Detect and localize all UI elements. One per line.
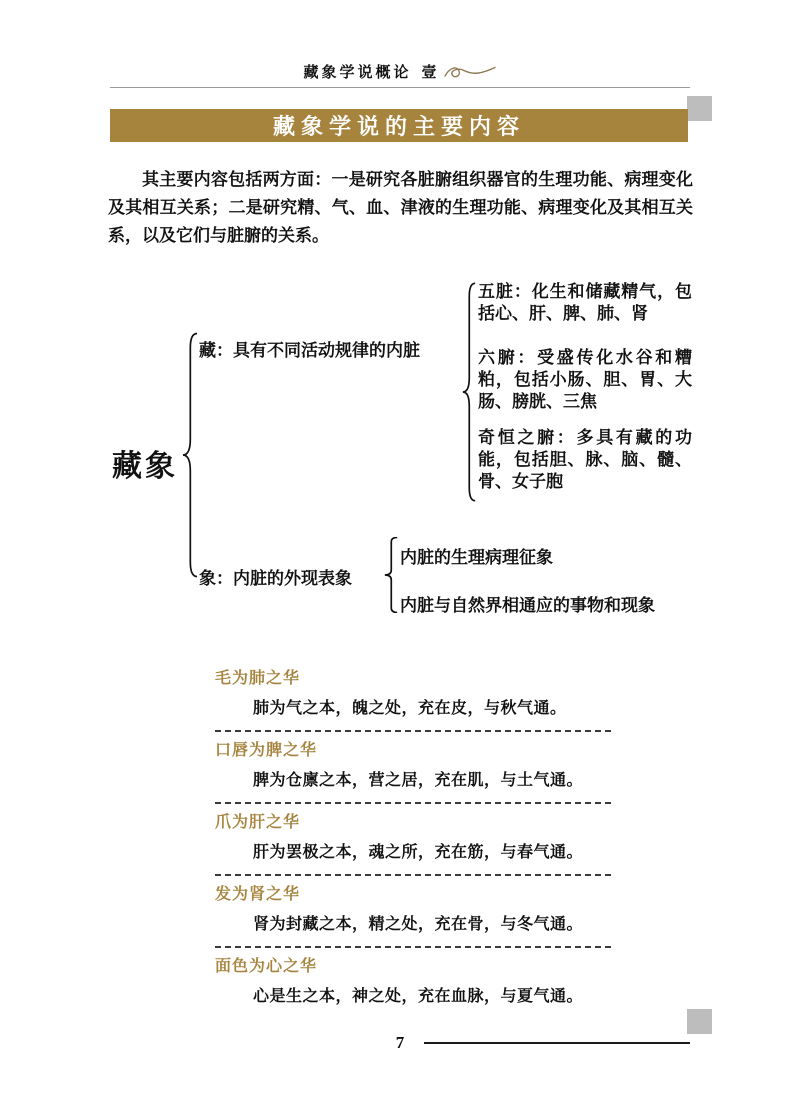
zang-item: 五脏：化生和储藏精气，包括心、肝、脾、肺、肾	[478, 282, 692, 323]
zang-branch-label: 藏：具有不同活动规律的内脏	[199, 341, 420, 360]
diagram-root-label: 藏象	[112, 450, 178, 483]
main-brace	[182, 332, 198, 578]
hua-list	[215, 670, 611, 1006]
xiang-branch-label: 象：内脏的外现表象	[199, 569, 352, 588]
running-head-volume: 壹	[421, 64, 437, 81]
zang-brace	[462, 282, 476, 502]
hua-entry-title: 面色为心之华	[215, 958, 318, 975]
hua-entry-title: 发为肾之华	[215, 886, 301, 903]
xiang-item: 内脏的生理病理征象	[400, 548, 553, 567]
dashed-divider	[215, 802, 611, 804]
zang-item: 奇恒之腑：多具有藏的功能，包括胆、脉、脑、髓、骨、女子胞	[478, 428, 692, 491]
dashed-divider	[215, 946, 611, 948]
header-rule	[110, 87, 690, 88]
hua-entry	[215, 742, 611, 804]
dashed-divider	[215, 874, 611, 876]
intro-paragraph: 其主要内容包括两方面：一是研究各脏腑组织器官的生理功能、病理变化及其相互关系；二是研究精、气、血、津液的生理功能、病理变化及其相互关系，以及它们与脏腑的关系。	[108, 170, 693, 245]
hua-entry-body: 脾为仓廪之本，营之居，充在肌，与土气通。	[253, 772, 584, 789]
hua-entry-body: 心是生之本，神之处，充在血脉，与夏气通。	[253, 988, 584, 1005]
section-title-banner	[110, 109, 688, 142]
hua-entry	[215, 814, 611, 876]
corner-marker-bottom	[687, 1009, 712, 1034]
corner-marker-top	[687, 96, 712, 121]
hua-entry-body: 肺为气之本，魄之处，充在皮，与秋气通。	[253, 700, 567, 717]
hua-entry	[215, 886, 611, 948]
dashed-divider	[215, 730, 611, 732]
hua-entry-body: 肝为罢极之本，魂之所，充在筋，与春气通。	[253, 844, 584, 861]
hua-entry-title: 口唇为脾之华	[215, 742, 318, 759]
page-number: 7	[395, 1033, 405, 1052]
running-head-title: 藏象学说概论	[303, 64, 412, 81]
hua-entry-title: 毛为肺之华	[215, 670, 301, 687]
xiang-brace	[384, 537, 398, 613]
page-header	[0, 61, 800, 82]
swirl-ornament-icon	[443, 63, 497, 81]
hua-entry-title: 爪为肝之华	[215, 814, 301, 831]
hua-entry-body: 肾为封藏之本，精之处，充在骨，与冬气通。	[253, 916, 584, 933]
zang-item: 六腑：受盛传化水谷和糟粕，包括小肠、胆、胃、大肠、膀胱、三焦	[478, 348, 692, 411]
xiang-item: 内脏与自然界相通应的事物和现象	[400, 596, 655, 615]
hua-entry	[215, 670, 611, 732]
section-title: 藏象学说的主要内容	[272, 114, 525, 139]
hua-entry	[215, 958, 611, 1006]
